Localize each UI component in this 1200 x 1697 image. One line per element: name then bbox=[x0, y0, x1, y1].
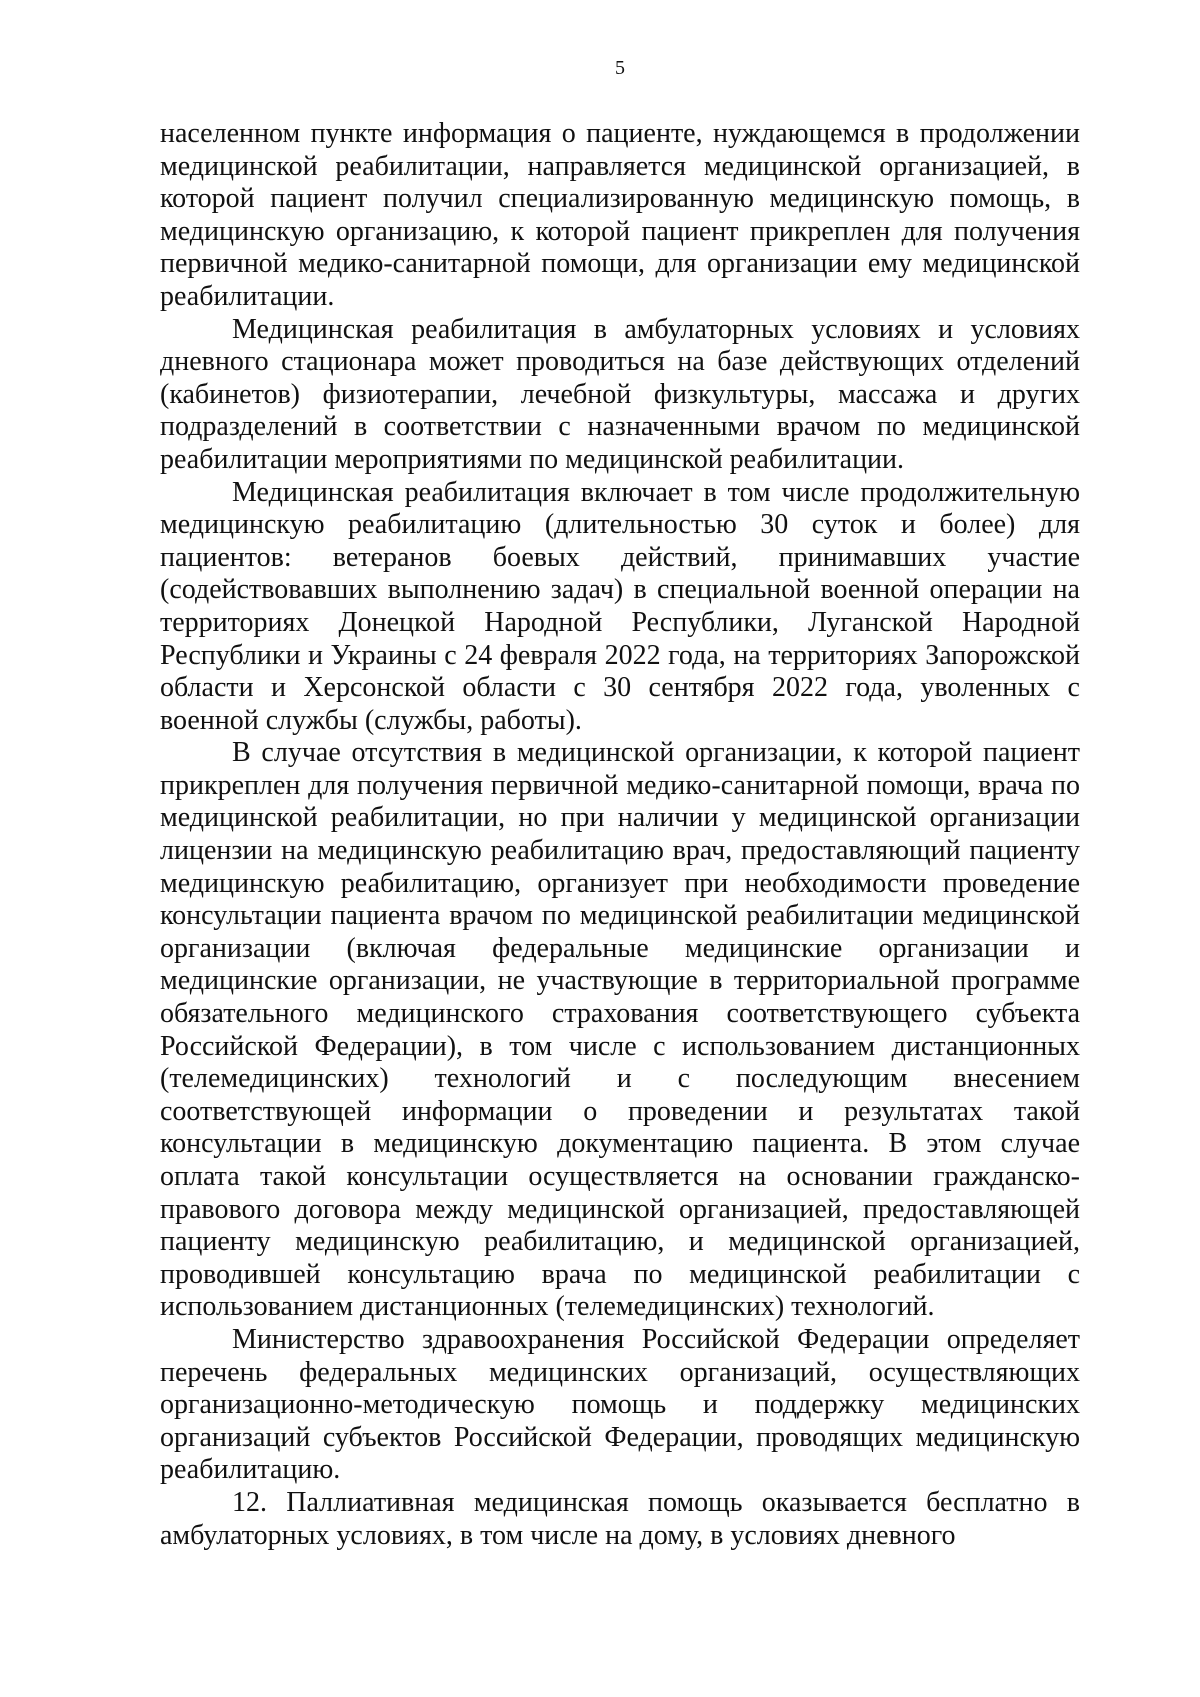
paragraph-continuation: населенном пункте информация о пациенте, нуждающемся в продолжении медицинской реабилитации, направляется медицинской организацией, в которой пациент получил специализированную медицинскую помощь, в медицинскую организацию, к которой пациент прикреплен для получения первичной медико-санитарной помощи, для организации ему медицинской реабилитации. bbox=[160, 118, 1080, 312]
page-number: 5 bbox=[615, 57, 625, 79]
paragraph-palliative-care: 12. Паллиативная медицинская помощь оказывается бесплатно в амбулаторных условиях, в том числе на дому, в условиях дневного bbox=[160, 1486, 1080, 1551]
paragraph-rehabilitation-outpatient: Медицинская реабилитация в амбулаторных условиях и условиях дневного стационара может проводиться на базе действующих отделений (кабинетов) физиотерапии, лечебной физкультуры, массажа и других подразделений в соответствии с назначенными врачом по медицинской реабилитации мероприятиями по медицинской реабилитации. bbox=[160, 313, 1080, 475]
paragraph-rehabilitation-consultation: В случае отсутствия в медицинской организации, к которой пациент прикреплен для получения первичной медико-санитарной помощи, врача по медицинской реабилитации, но при наличии у медицинской организации лицензии на медицинскую реабилитацию врач, предоставляющий пациенту медицинскую реабилитацию, организует при необходимости проведение консультации пациента врачом по медицинской реабилитации медицинской организации (включая федеральные медицинские организации и медицинские организации, не участвующие в территориальной программе обязательного медицинского страхования соответствующего субъекта Российской Федерации), в том числе с использованием дистанционных (телемедицинских) технологий и с последующим внесением соответствующей информации о проведении и результатах такой консультации в медицинскую документацию пациента. В этом случае оплата такой консультации осуществляется на основании гражданско-правового договора между медицинской организацией, предоставляющей пациенту медицинскую реабилитацию, и медицинской организацией, проводившей консультацию врача по медицинской реабилитации с использованием дистанционных (телемедицинских) технологий. bbox=[160, 737, 1080, 1323]
document-body bbox=[160, 118, 1080, 1552]
paragraph-rehabilitation-veterans: Медицинская реабилитация включает в том числе продолжительную медицинскую реабилитацию (длительностью 30 суток и более) для пациентов: ветеранов боевых действий, принимавших участие (содействовавших выполнению задач) в специальной военной операции на территориях Донецкой Народной Республики, Луганской Народной Республики и Украины с 24 февраля 2022 года, на территориях Запорожской области и Херсонской области с 30 сентября 2022 года, уволенных с военной службы (службы, работы). bbox=[160, 476, 1080, 736]
paragraph-ministry-list: Министерство здравоохранения Российской Федерации определяет перечень федеральных медицинских организаций, осуществляющих организационно-методическую помощь и поддержку медицинских организаций субъектов Российской Федерации, проводящих медицинскую реабилитацию. bbox=[160, 1323, 1080, 1486]
